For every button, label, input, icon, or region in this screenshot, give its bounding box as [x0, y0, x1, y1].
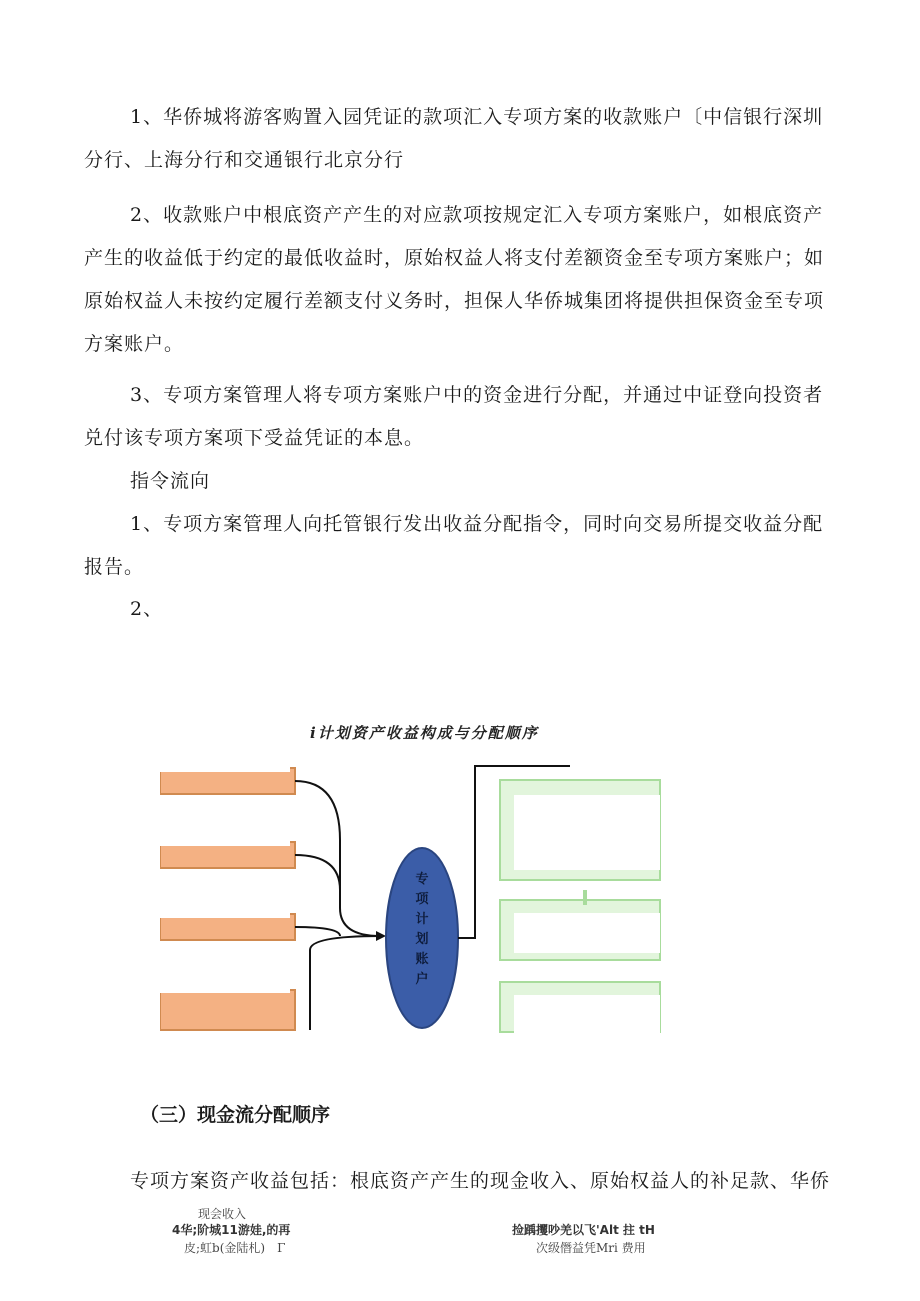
source-box-4 — [160, 990, 295, 1030]
footer-left-line2: 4华;阶城11游娃,的再 — [172, 1223, 291, 1237]
center-label: 专项计划账户 — [415, 872, 429, 987]
section-heading: （三）现金流分配顺序 — [140, 1104, 331, 1126]
paragraph-2: 2、收款账户中根底资产产生的对应款项按规定汇入专项方案账户，如根底资产产生的收益低于约定的最低收益时，原始权益人将支付差额资金至专项方案账户；如原始权益人未按约定履行差额支付义务时，担保人华侨城集团将提供担保资金至专项方案账户。 — [84, 204, 825, 355]
footer-left-line3: 皮;虹b(金陆札) Γ — [184, 1241, 286, 1255]
source-connectors — [295, 781, 380, 1030]
source-boxes — [160, 760, 295, 1030]
paragraph-4: 1、专项方案管理人向托管银行发出收益分配指令，同时向交易所提交收益分配报告。 — [84, 513, 824, 578]
footer-right-line1: 捡踽攫吵羌以飞'Alt 拄 tH — [512, 1223, 655, 1237]
paragraph-instruction-heading: 指令流向 — [130, 470, 211, 492]
body-paragraph: 专项方案资产收益包括：根底资产产生的现金收入、原始权益人的补足款、华侨 — [130, 1170, 831, 1192]
paragraph-1: 1、华侨城将游客购置入园凭证的款项汇入专项方案的收款账户〔中信银行深圳分行、上海分行和交通银行北京分行 — [84, 106, 824, 171]
footer-left-line1: 现会收入 — [198, 1207, 247, 1221]
footer-right-line2: 次级僭益凭Mri 费用 — [536, 1241, 646, 1255]
paragraph-5: 2、 — [130, 598, 164, 620]
diagram-title: i计划资产收益构成与分配顺序 — [310, 724, 539, 742]
target-boxes — [500, 780, 660, 1035]
paragraph-3: 3、专项方案管理人将专项方案账户中的资金进行分配，并通过中证登向投资者兑付该专项方案项下受益凭证的本息。 — [84, 384, 824, 449]
flow-diagram — [160, 700, 680, 1040]
arrow-head — [376, 931, 386, 941]
